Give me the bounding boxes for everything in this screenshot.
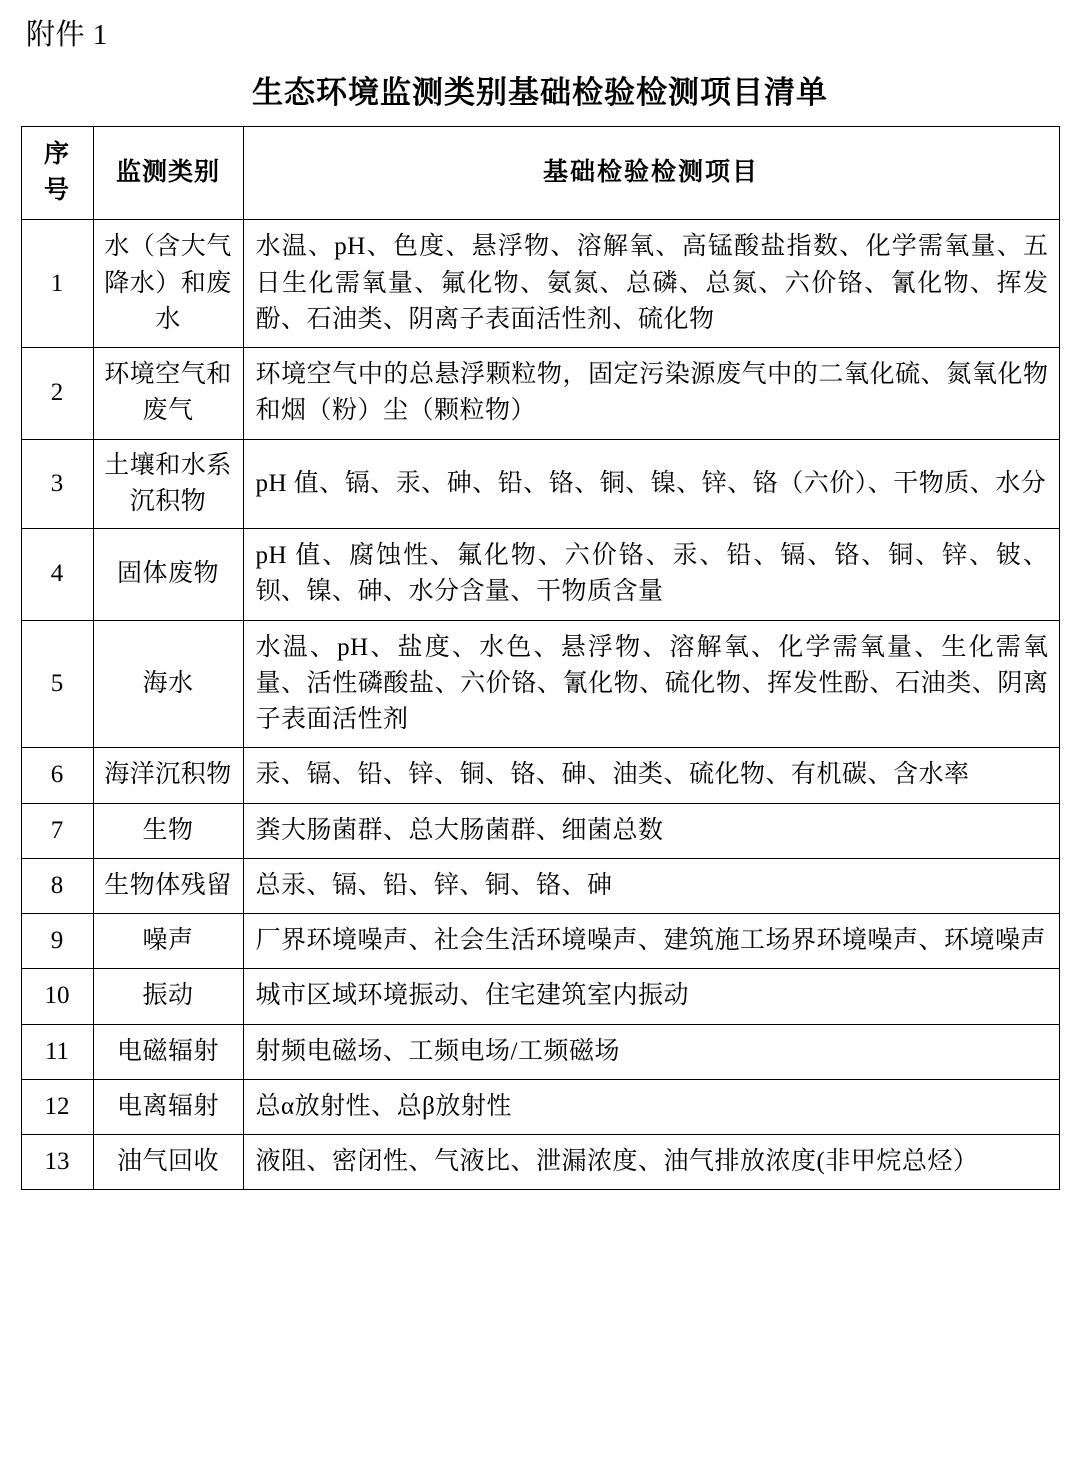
- row-category: 电离辐射: [93, 1079, 243, 1134]
- row-index: 11: [21, 1024, 93, 1079]
- table-header-row: [21, 126, 1059, 220]
- row-category: 电磁辐射: [93, 1024, 243, 1079]
- row-index: 1: [21, 220, 93, 348]
- row-category: 生物: [93, 803, 243, 858]
- row-index: 12: [21, 1079, 93, 1134]
- row-category: 振动: [93, 969, 243, 1024]
- row-category: 海水: [93, 620, 243, 748]
- row-index: 13: [21, 1135, 93, 1190]
- row-category: 生物体残留: [93, 858, 243, 913]
- row-index: 5: [21, 620, 93, 748]
- column-header-index-line2: 号: [43, 177, 70, 205]
- row-items: 射频电磁场、工频电场/工频磁场: [243, 1024, 1059, 1079]
- row-category: 海洋沉积物: [93, 748, 243, 803]
- column-header-items: 基础检验检测项目: [243, 126, 1059, 220]
- column-header-index-line1: 序: [43, 140, 70, 168]
- table-row: [21, 914, 1059, 969]
- row-category: 水（含大气降水）和废水: [93, 220, 243, 348]
- column-header-category: 监测类别: [93, 126, 243, 220]
- row-items: 粪大肠菌群、总大肠菌群、细菌总数: [243, 803, 1059, 858]
- row-category: 土壤和水系沉积物: [93, 439, 243, 529]
- row-index: 6: [21, 748, 93, 803]
- row-index: 7: [21, 803, 93, 858]
- inspection-items-table: [21, 126, 1060, 1191]
- table-row: [21, 1024, 1059, 1079]
- row-items: 水温、pH、色度、悬浮物、溶解氧、高锰酸盐指数、化学需氧量、五日生化需氧量、氟化物、氨氮、总磷、总氮、六价铬、氰化物、挥发酚、石油类、阴离子表面活性剂、硫化物: [243, 220, 1059, 348]
- table-body: [21, 220, 1059, 1190]
- row-index: 3: [21, 439, 93, 529]
- table-row: [21, 803, 1059, 858]
- table-row: [21, 748, 1059, 803]
- row-items: 液阻、密闭性、气液比、泄漏浓度、油气排放浓度(非甲烷总烃）: [243, 1135, 1059, 1190]
- table-row: [21, 220, 1059, 348]
- row-items: pH 值、镉、汞、砷、铅、铬、铜、镍、锌、铬（六价）、干物质、水分: [243, 439, 1059, 529]
- table-row: [21, 858, 1059, 913]
- attachment-label: 附件 1: [26, 19, 108, 51]
- column-header-index: [21, 126, 93, 220]
- row-category: 固体废物: [93, 529, 243, 621]
- row-index: 9: [21, 914, 93, 969]
- table-row: [21, 1135, 1059, 1190]
- row-items: 厂界环境噪声、社会生活环境噪声、建筑施工场界环境噪声、环境噪声: [243, 914, 1059, 969]
- table-row: [21, 969, 1059, 1024]
- row-category: 噪声: [93, 914, 243, 969]
- row-category: 油气回收: [93, 1135, 243, 1190]
- row-items: pH 值、腐蚀性、氟化物、六价铬、汞、铅、镉、铬、铜、锌、铍、钡、镍、砷、水分含量、干物质含量: [243, 529, 1059, 621]
- table-row: [21, 439, 1059, 529]
- table-row: [21, 620, 1059, 748]
- row-items: 总汞、镉、铅、锌、铜、铬、砷: [243, 858, 1059, 913]
- page-title: 生态环境监测类别基础检验检测项目清单: [252, 74, 828, 110]
- table-row: [21, 529, 1059, 621]
- row-index: 10: [21, 969, 93, 1024]
- row-items: 汞、镉、铅、锌、铜、铬、砷、油类、硫化物、有机碳、含水率: [243, 748, 1059, 803]
- row-items: 环境空气中的总悬浮颗粒物，固定污染源废气中的二氧化硫、氮氧化物和烟（粉）尘（颗粒物）: [243, 348, 1059, 440]
- table-row: [21, 1079, 1059, 1134]
- row-items: 水温、pH、盐度、水色、悬浮物、溶解氧、化学需氧量、生化需氧量、活性磷酸盐、六价铬、氰化物、硫化物、挥发性酚、石油类、阴离子表面活性剂: [243, 620, 1059, 748]
- row-items: 总α放射性、总β放射性: [243, 1079, 1059, 1134]
- row-category: 环境空气和废气: [93, 348, 243, 440]
- row-items: 城市区域环境振动、住宅建筑室内振动: [243, 969, 1059, 1024]
- row-index: 8: [21, 858, 93, 913]
- table-row: [21, 348, 1059, 440]
- row-index: 2: [21, 348, 93, 440]
- row-index: 4: [21, 529, 93, 621]
